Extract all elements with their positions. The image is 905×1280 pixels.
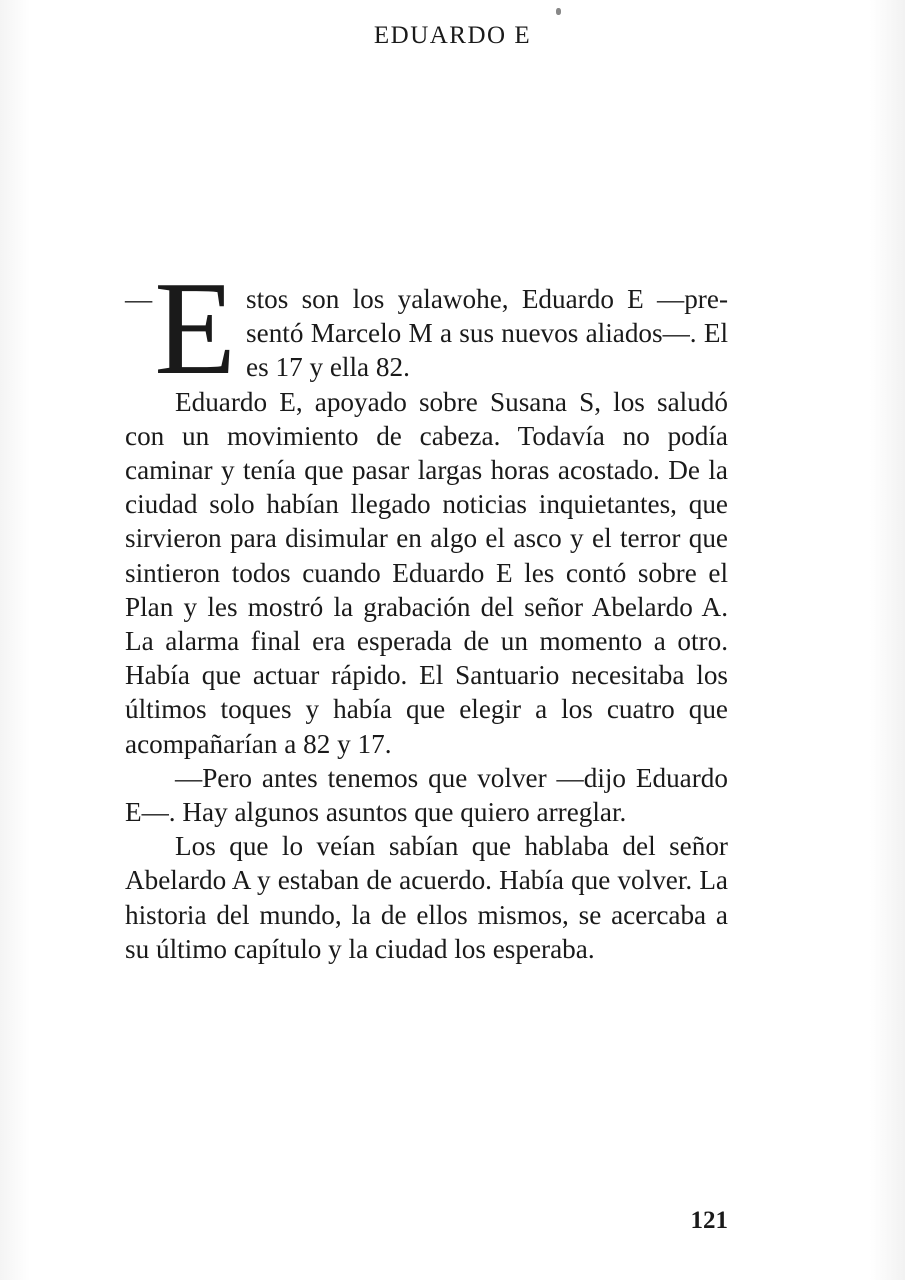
paragraph-1 [125, 254, 728, 402]
print-speck [556, 8, 561, 15]
paragraph-4: Los que lo veían sabían que hablaba del señor Abelardo A y estaban de acuerdo. Había que volver. La historia del mundo, la de ellos mismos, se acercaba a su último capítulo y la ciudad los esperaba. [125, 831, 728, 964]
body-text [125, 254, 728, 966]
paragraph-2: Eduardo E, apoyado sobre Susana S, los saludó con un movimiento de cabeza. Todavía no podía caminar y tenía que pasar largas horas acostado. De la ciudad solo habían llegado noticias inquietantes, que sirvieron para disimular en algo el asco y el terror que sintieron todos cuando Eduardo E les contó sobre el Plan y les mostró la grabación del señor Abelardo A. La alarma final era esperada de un momento a otro. Había que actuar rápido. El Santuario necesitaba los últimos toques y había que elegir a los cuatro que acompañarían a 82 y 17. [125, 386, 728, 759]
paragraph-3: —Pero antes tenemos que volver —dijo Eduardo E—. Hay algunos asuntos que quiero arreglar. [125, 762, 728, 828]
paragraph-1-text: stos son los yalawohe, Eduardo E —presentó Marcelo M a sus nuevos aliados—. El es 17 y ella 82. [246, 284, 728, 383]
page-number: 121 [690, 1207, 728, 1234]
drop-cap: E [154, 254, 237, 402]
running-head: EDUARDO E [373, 22, 532, 49]
opening-dash: — [125, 284, 153, 314]
